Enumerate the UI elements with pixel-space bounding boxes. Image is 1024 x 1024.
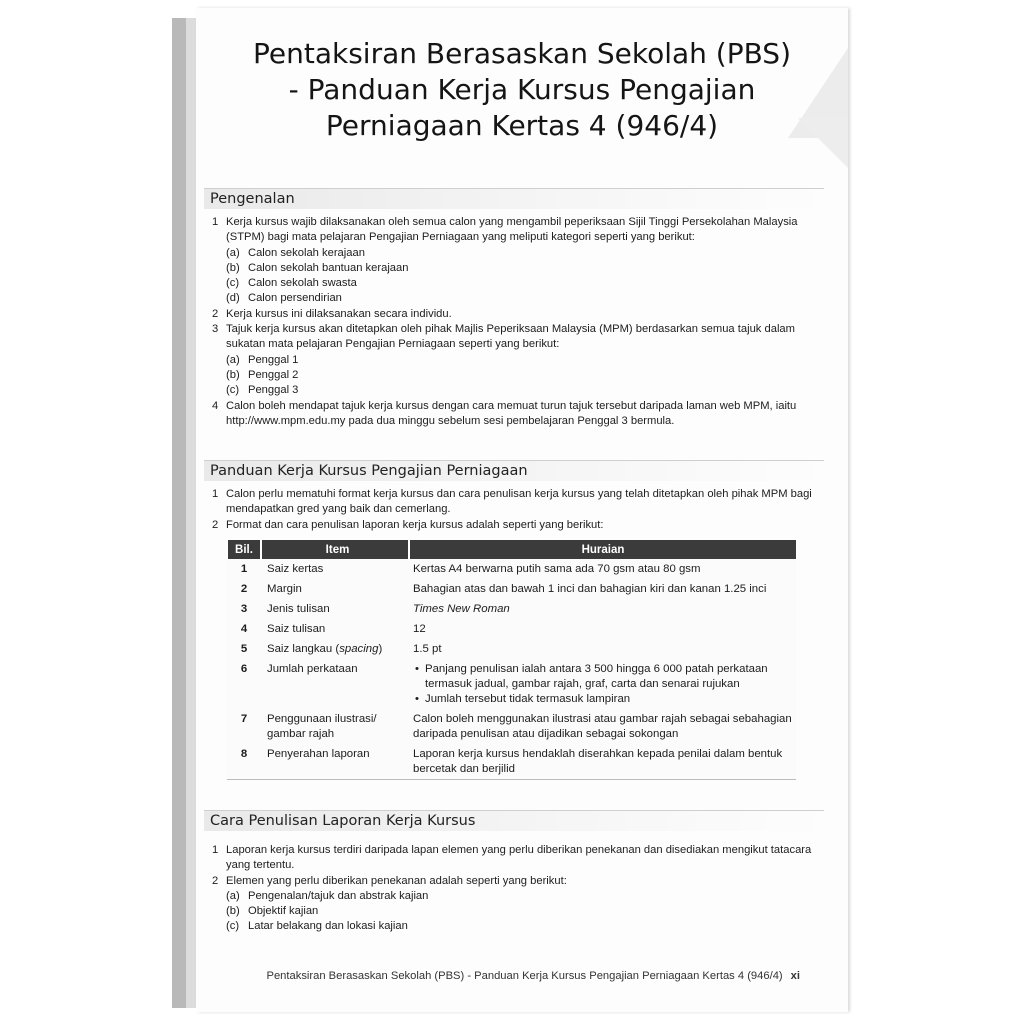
sub-list-text: Pengenalan/tajuk dan abstrak kajian xyxy=(248,889,429,902)
table-cell-item: Saiz tulisan xyxy=(261,619,409,639)
sub-list-item xyxy=(204,904,824,919)
table-cell-item: Saiz kertas xyxy=(261,559,409,579)
section-pengenalan xyxy=(204,188,824,429)
sub-list-text: Latar belakang dan lokasi kajian xyxy=(248,920,408,933)
table-row xyxy=(227,559,796,579)
sub-list-item xyxy=(204,368,824,383)
section-cara xyxy=(204,810,824,935)
table-cell-huraian: Times New Roman xyxy=(409,599,796,619)
table-cell-bil: 2 xyxy=(227,579,261,599)
title-line-1: Pentaksiran Berasaskan Sekolah (PBS) xyxy=(252,37,791,70)
paragraph-text: Format dan cara penulisan laporan kerja kursus adalah seperti yang berikut: xyxy=(226,518,604,531)
format-table xyxy=(226,540,796,780)
sub-list-letter: (c) xyxy=(226,277,240,290)
table-cell-item: Saiz langkau (spacing) xyxy=(261,639,409,659)
table-row xyxy=(227,659,796,709)
table-cell-huraian xyxy=(409,659,796,709)
sub-list-text: Objektif kajian xyxy=(248,905,319,918)
table-row xyxy=(227,619,796,639)
sub-list-item xyxy=(204,291,824,306)
section-heading-pengenalan: Pengenalan xyxy=(204,188,824,209)
sub-list-item xyxy=(204,383,824,398)
paragraph-text: Laporan kerja kursus terdiri daripada lapan elemen yang perlu diberikan penekanan dan disediakan mengikut tatacara yang tertentu. xyxy=(226,844,812,872)
list-item: 2 Elemen yang perlu diberikan penekanan adalah seperti yang berikut: xyxy=(212,874,567,887)
table-cell-huraian: Calon boleh menggunakan ilustrasi atau gambar rajah sebagai sebahagian daripada penulisan atau dijadikan sebagai sokongan xyxy=(409,709,796,744)
table-cell-item: Jumlah perkataan xyxy=(261,659,409,709)
table-cell-huraian: Bahagian atas dan bawah 1 inci dan bahagian kiri dan kanan 1.25 inci xyxy=(409,579,796,599)
title-line-3: Perniagaan Kertas 4 (946/4) xyxy=(325,109,719,142)
bullet-item: • Jumlah tersebut tidak termasuk lampiran xyxy=(425,692,792,707)
sub-list-text: Penggal 1 xyxy=(248,353,299,366)
sub-list-letter: (d) xyxy=(226,292,240,305)
sub-list-item xyxy=(204,353,824,368)
table-cell-bil: 1 xyxy=(227,559,261,579)
table-cell-huraian: Kertas A4 berwarna putih sama ada 70 gsm atau 80 gsm xyxy=(409,559,796,579)
table-cell-bil: 5 xyxy=(227,639,261,659)
bullet-list xyxy=(413,662,792,707)
sub-list-letter: (b) xyxy=(226,905,240,918)
page-number: xi xyxy=(790,970,800,982)
sub-list-letter: (b) xyxy=(226,368,240,381)
sub-list-text: Calon persendirian xyxy=(248,292,342,305)
table-header-row xyxy=(227,540,796,559)
bullet-item: • Panjang penulisan ialah antara 3 500 hingga 6 000 patah perkataan termasuk jadual, gambar rajah, graf, carta dan senarai rujukan xyxy=(425,662,792,692)
sub-list-item xyxy=(204,246,824,261)
table-cell-item: Margin xyxy=(261,579,409,599)
table-cell-huraian: 1.5 pt xyxy=(409,639,796,659)
paragraph-text: Calon perlu mematuhi format kerja kursus dan cara penulisan kerja kursus yang telah ditetapkan oleh pihak MPM bagi mendapatkan gred yang baik dan cemerlang. xyxy=(226,488,812,516)
list-item: 1 Laporan kerja kursus terdiri daripada lapan elemen yang perlu diberikan penekanan dan disediakan mengikut tatacara yang tertentu. xyxy=(212,844,812,872)
page-footer xyxy=(266,970,800,982)
list-item: 1 Kerja kursus wajib dilaksanakan oleh semua calon yang mengambil peperiksaan Sijil Tinggi Persekolahan Malaysia (STPM) bagi mata pelajaran Pengajian Perniagaan yang meliputi kategori seperti yang berikut: xyxy=(212,216,798,244)
list-item: 2 Kerja kursus ini dilaksanakan secara individu. xyxy=(212,307,452,320)
table-row xyxy=(227,599,796,619)
paragraph-text: Kerja kursus wajib dilaksanakan oleh semua calon yang mengambil peperiksaan Sijil Tinggi Persekolahan Malaysia (STPM) bagi mata pelajaran Pengajian Perniagaan yang meliputi kategori seperti yang berikut: xyxy=(226,216,798,244)
table-cell-huraian: 12 xyxy=(409,619,796,639)
italic-term: spacing xyxy=(339,643,379,655)
table-cell-bil: 3 xyxy=(227,599,261,619)
sub-list-item xyxy=(204,276,824,291)
table-cell-item: Penggunaan ilustrasi/ gambar rajah xyxy=(261,709,409,744)
sub-list-letter: (a) xyxy=(226,353,240,366)
sub-list-letter: (c) xyxy=(226,920,240,933)
table-cell-bil: 7 xyxy=(227,709,261,744)
sub-list-letter: (b) xyxy=(226,261,240,274)
section-heading-panduan: Panduan Kerja Kursus Pengajian Perniagaan xyxy=(204,460,824,481)
sub-list-text: Calon sekolah kerajaan xyxy=(248,246,365,259)
sub-list-letter: (a) xyxy=(226,246,240,259)
table-row xyxy=(227,744,796,780)
table-cell-bil: 4 xyxy=(227,619,261,639)
paragraph-text: Kerja kursus ini dilaksanakan secara individu. xyxy=(226,307,452,320)
list-item: 1 Calon perlu mematuhi format kerja kursus dan cara penulisan kerja kursus yang telah ditetapkan oleh pihak MPM bagi mendapatkan gred yang baik dan cemerlang. xyxy=(212,488,812,516)
table-header-bil: Bil. xyxy=(227,540,261,559)
list-item: 3 Tajuk kerja kursus akan ditetapkan oleh pihak Majlis Peperiksaan Malaysia (MPM) berdasarkan semua tajuk dalam sukatan mata pelajaran Pengajian Perniagaan seperti yang berikut: xyxy=(212,323,795,351)
book-page xyxy=(196,8,848,1012)
table-row xyxy=(227,639,796,659)
list-item: 4 Calon boleh mendapat tajuk kerja kursus dengan cara memuat turun tajuk tersebut daripada laman web MPM, iaitu http://www.mpm.edu.my pada dua minggu sebelum sesi pembelajaran Penggal 3 bermula. xyxy=(212,399,797,427)
sub-list-text: Penggal 3 xyxy=(248,384,299,397)
sub-list-text: Calon sekolah swasta xyxy=(248,277,357,290)
title-line-2: - Panduan Kerja Kursus Pengajian xyxy=(288,73,756,106)
sub-list-text: Calon sekolah bantuan kerajaan xyxy=(248,261,409,274)
section-heading-cara: Cara Penulisan Laporan Kerja Kursus xyxy=(204,810,824,831)
table-cell-item: Penyerahan laporan xyxy=(261,744,409,780)
table-cell-huraian: Laporan kerja kursus hendaklah diserahkan kepada penilai dalam bentuk bercetak dan berjilid xyxy=(409,744,796,780)
section-panduan xyxy=(204,460,824,533)
table-cell-bil: 8 xyxy=(227,744,261,780)
table-cell-bil: 6 xyxy=(227,659,261,709)
list-item: 2 Format dan cara penulisan laporan kerja kursus adalah seperti yang berikut: xyxy=(212,518,604,531)
sub-list-item xyxy=(204,261,824,276)
table-row xyxy=(227,709,796,744)
table-header-item: Item xyxy=(261,540,409,559)
sub-list-text: Penggal 2 xyxy=(248,368,299,381)
table-cell-item: Jenis tulisan xyxy=(261,599,409,619)
table-row xyxy=(227,579,796,599)
paragraph-text: Tajuk kerja kursus akan ditetapkan oleh pihak Majlis Peperiksaan Malaysia (MPM) berdasarkan semua tajuk dalam sukatan mata pelajaran Pengajian Perniagaan seperti yang berikut: xyxy=(226,323,795,351)
sub-list-item xyxy=(204,889,824,904)
footer-text: Pentaksiran Berasaskan Sekolah (PBS) - Panduan Kerja Kursus Pengajian Perniagaan Kertas 4 (946/4) xyxy=(266,970,783,982)
sub-list-letter: (c) xyxy=(226,384,240,397)
sub-list-letter: (a) xyxy=(226,889,240,902)
paragraph-text: Calon boleh mendapat tajuk kerja kursus dengan cara memuat turun tajuk tersebut daripada laman web MPM, iaitu http://www.mpm.edu.my pada dua minggu sebelum sesi pembelajaran Penggal 3 bermula. xyxy=(226,399,797,427)
paragraph-text: Elemen yang perlu diberikan penekanan adalah seperti yang berikut: xyxy=(226,874,567,887)
page-title xyxy=(216,36,828,144)
table-header-huraian: Huraian xyxy=(409,540,796,559)
sub-list-item xyxy=(204,919,824,934)
